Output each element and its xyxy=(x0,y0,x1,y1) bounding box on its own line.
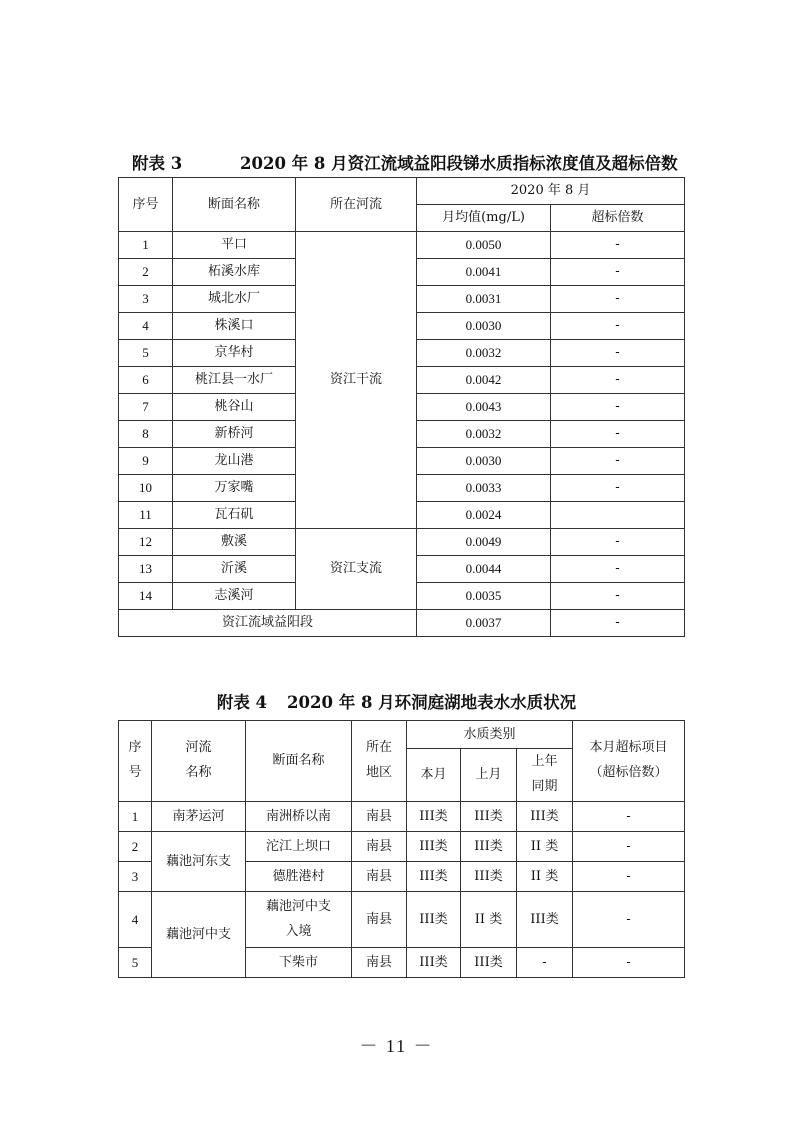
exceed-cell: - xyxy=(551,340,685,367)
value-cell: 0.0032 xyxy=(417,421,551,448)
table4-header-river xyxy=(152,721,246,802)
exceed-cell: - xyxy=(551,232,685,259)
exceed-cell: - xyxy=(551,583,685,610)
river-group-mainstream: 资江干流 xyxy=(296,232,417,529)
this-month-cell: III类 xyxy=(407,802,461,832)
page-number: － 11 － xyxy=(359,1036,434,1056)
river-group-tributary: 资江支流 xyxy=(296,529,417,610)
table-row xyxy=(119,832,685,862)
table-row xyxy=(119,802,685,832)
this-month-cell: III类 xyxy=(407,862,461,892)
this-month-cell: III类 xyxy=(407,832,461,862)
last-year-cell: III类 xyxy=(517,892,573,948)
seq-cell: 10 xyxy=(119,475,173,502)
exceed-cell: - xyxy=(573,802,685,832)
section-cell: 沱江上坝口 xyxy=(246,832,352,862)
table4-header-exceed-line1: 本月超标项目 xyxy=(589,740,668,756)
section-cell: 新桥河 xyxy=(173,421,296,448)
table4-header-quality: 水质类别 xyxy=(407,721,573,749)
summary-exceed: - xyxy=(551,610,685,637)
table-row xyxy=(119,232,685,259)
exceed-cell: - xyxy=(551,259,685,286)
table3 xyxy=(118,177,685,637)
exceed-cell xyxy=(551,502,685,529)
table-row xyxy=(119,892,685,948)
table4-header-section: 断面名称 xyxy=(246,721,352,802)
seq-cell: 2 xyxy=(119,259,173,286)
value-cell: 0.0041 xyxy=(417,259,551,286)
area-cell: 南县 xyxy=(352,892,407,948)
seq-cell: 3 xyxy=(119,286,173,313)
value-cell: 0.0031 xyxy=(417,286,551,313)
table4-header-last-month: 上月 xyxy=(461,749,517,802)
seq-cell: 7 xyxy=(119,394,173,421)
value-cell: 0.0024 xyxy=(417,502,551,529)
value-cell: 0.0043 xyxy=(417,394,551,421)
exceed-cell: - xyxy=(551,421,685,448)
last-year-cell: III类 xyxy=(517,802,573,832)
section-cell: 平口 xyxy=(173,232,296,259)
river-cell: 南茅运河 xyxy=(152,802,246,832)
seq-cell: 14 xyxy=(119,583,173,610)
value-cell: 0.0050 xyxy=(417,232,551,259)
section-cell: 柘溪水库 xyxy=(173,259,296,286)
exceed-cell: - xyxy=(573,948,685,978)
table3-header-section: 断面名称 xyxy=(173,178,296,232)
area-cell: 南县 xyxy=(352,862,407,892)
summary-label: 资江流域益阳段 xyxy=(119,610,417,637)
section-cell: 沂溪 xyxy=(173,556,296,583)
table3-header-river: 所在河流 xyxy=(296,178,417,232)
section-cell: 株溪口 xyxy=(173,313,296,340)
seq-cell: 11 xyxy=(119,502,173,529)
section-cell-line2: 入境 xyxy=(285,923,312,939)
seq-cell: 4 xyxy=(119,892,152,948)
exceed-cell: - xyxy=(551,394,685,421)
river-cell: 藕池河东支 xyxy=(152,832,246,892)
section-cell xyxy=(246,892,352,948)
exceed-cell: - xyxy=(551,556,685,583)
river-cell: 藕池河中支 xyxy=(152,892,246,978)
table3-header-monthly-avg: 月均值(mg/L) xyxy=(417,205,551,232)
last-year-cell: - xyxy=(517,948,573,978)
value-cell: 0.0042 xyxy=(417,367,551,394)
table4-header-exceed xyxy=(573,721,685,802)
value-cell: 0.0044 xyxy=(417,556,551,583)
seq-cell: 8 xyxy=(119,421,173,448)
table4-title-text: 2020 年 8 月环洞庭湖地表水水质状况 xyxy=(287,693,577,712)
table-row xyxy=(119,529,685,556)
table4-title xyxy=(0,689,793,713)
section-cell: 南洲桥以南 xyxy=(246,802,352,832)
seq-cell: 3 xyxy=(119,862,152,892)
table3-summary-row xyxy=(119,610,685,637)
section-cell: 下柴市 xyxy=(246,948,352,978)
seq-cell: 5 xyxy=(119,948,152,978)
last-month-cell: III类 xyxy=(461,862,517,892)
this-month-cell: III类 xyxy=(407,892,461,948)
last-month-cell: III类 xyxy=(461,832,517,862)
section-cell: 龙山港 xyxy=(173,448,296,475)
value-cell: 0.0030 xyxy=(417,313,551,340)
area-cell: 南县 xyxy=(352,802,407,832)
table4-header-last-year-line2: 同期 xyxy=(531,779,558,794)
table4-header-seq-line2: 号 xyxy=(128,765,142,780)
section-cell: 桃江县一水厂 xyxy=(173,367,296,394)
exceed-cell: - xyxy=(551,475,685,502)
table4-header-seq xyxy=(119,721,152,802)
value-cell: 0.0049 xyxy=(417,529,551,556)
table4-header-last-year-line1: 上年 xyxy=(531,754,558,770)
seq-cell: 1 xyxy=(119,232,173,259)
table4-header-area-line2: 地区 xyxy=(365,765,392,780)
table3-header-period: 2020 年 8 月 xyxy=(417,178,685,205)
seq-cell: 6 xyxy=(119,367,173,394)
table4-header-river-line1: 河流 xyxy=(185,740,212,756)
summary-value: 0.0037 xyxy=(417,610,551,637)
value-cell: 0.0030 xyxy=(417,448,551,475)
table3-title-text: 2020 年 8 月资江流域益阳段锑水质指标浓度值及超标倍数 xyxy=(240,154,678,173)
seq-cell: 1 xyxy=(119,802,152,832)
last-year-cell: II 类 xyxy=(517,862,573,892)
table4-header-area-line1: 所在 xyxy=(365,740,392,756)
last-month-cell: II 类 xyxy=(461,892,517,948)
section-cell: 城北水厂 xyxy=(173,286,296,313)
table4-header-last-year xyxy=(517,749,573,802)
table4-header-area xyxy=(352,721,407,802)
exceed-cell: - xyxy=(573,832,685,862)
table3-title xyxy=(132,150,678,174)
exceed-cell: - xyxy=(551,529,685,556)
seq-cell: 2 xyxy=(119,832,152,862)
seq-cell: 12 xyxy=(119,529,173,556)
section-cell: 德胜港村 xyxy=(246,862,352,892)
seq-cell: 4 xyxy=(119,313,173,340)
value-cell: 0.0035 xyxy=(417,583,551,610)
section-cell: 敷溪 xyxy=(173,529,296,556)
section-cell-line1: 藕池河中支 xyxy=(265,898,331,914)
section-cell: 京华村 xyxy=(173,340,296,367)
exceed-cell: - xyxy=(551,448,685,475)
table3-title-label: 附表 3 xyxy=(132,154,183,173)
seq-cell: 9 xyxy=(119,448,173,475)
last-month-cell: III类 xyxy=(461,802,517,832)
table4 xyxy=(118,720,685,978)
seq-cell: 13 xyxy=(119,556,173,583)
table3-header-exceed-times: 超标倍数 xyxy=(551,205,685,232)
exceed-cell: - xyxy=(551,367,685,394)
exceed-cell: - xyxy=(551,313,685,340)
table4-header-this-month: 本月 xyxy=(407,749,461,802)
last-month-cell: III类 xyxy=(461,948,517,978)
section-cell: 桃谷山 xyxy=(173,394,296,421)
area-cell: 南县 xyxy=(352,948,407,978)
exceed-cell: - xyxy=(573,892,685,948)
table3-header-seq: 序号 xyxy=(119,178,173,232)
table4-header-seq-line1: 序 xyxy=(128,740,142,756)
section-cell: 瓦石矶 xyxy=(173,502,296,529)
area-cell: 南县 xyxy=(352,832,407,862)
last-year-cell: II 类 xyxy=(517,832,573,862)
exceed-cell: - xyxy=(551,286,685,313)
exceed-cell: - xyxy=(573,862,685,892)
section-cell: 志溪河 xyxy=(173,583,296,610)
table4-title-label: 附表 4 xyxy=(216,693,268,712)
table4-header-river-line2: 名称 xyxy=(185,765,212,780)
table4-header-exceed-line2: （超标倍数） xyxy=(589,765,668,780)
value-cell: 0.0033 xyxy=(417,475,551,502)
seq-cell: 5 xyxy=(119,340,173,367)
value-cell: 0.0032 xyxy=(417,340,551,367)
this-month-cell: III类 xyxy=(407,948,461,978)
section-cell: 万家嘴 xyxy=(173,475,296,502)
